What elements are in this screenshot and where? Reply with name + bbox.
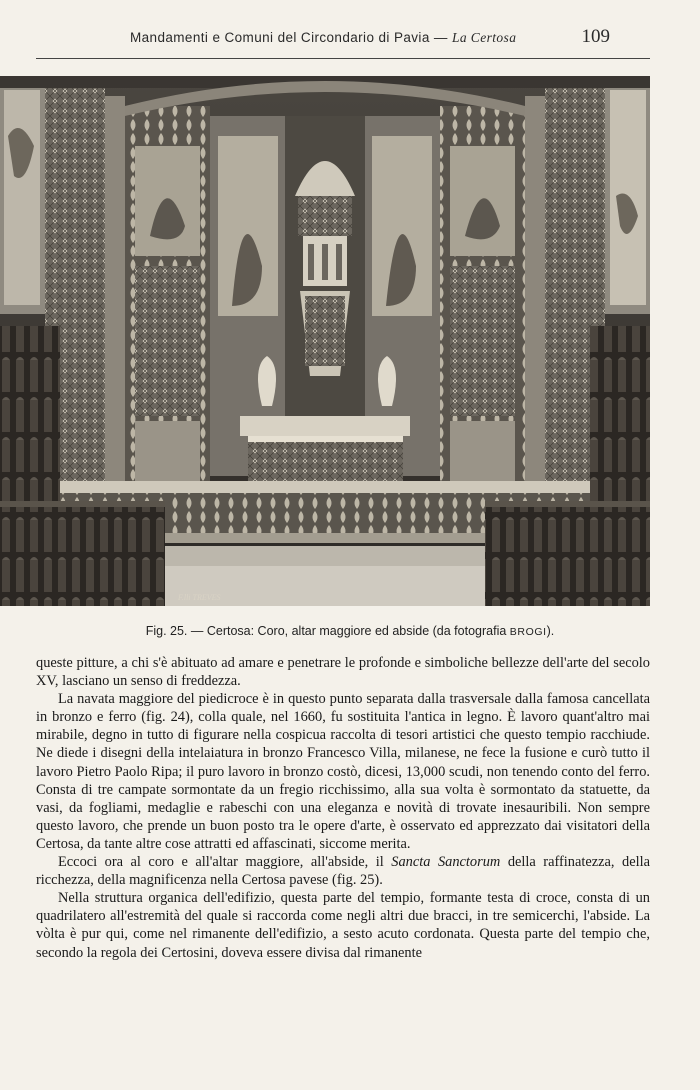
running-title — [130, 30, 516, 46]
page-number: 109 — [581, 26, 610, 47]
paragraph-1: queste pitture, a chi s'è abituato ad amare e penetrare le profonde e simboliche bellezze dell'arte del secolo XV, lasciano un senso di freddezza. — [36, 655, 650, 690]
figure-choir-altar — [0, 76, 650, 606]
running-title-italic: La Certosa — [451, 30, 517, 45]
paragraph-3-after: della raffinatezza, della ricchezza, della magnificenza nella Certosa pavese (fig. 25). — [36, 854, 650, 889]
caption-suffix: ). — [546, 624, 555, 638]
paragraph-4: Nella struttura organica dell'edifizio, questa parte del tempio, formante testa di croce, consta di un quadrilatero all'estremità del quale si raccorda come negli altri due bracci, in tre semicerchi, l'abside. La vòlta è pur qui, come nel rimanente dell'edifizio, a sesto acuto cordonata. Questa parte del tempio che, secondo la regola dei Certosini, doveva essere divisa dal rimanente — [36, 890, 650, 961]
body-text — [36, 654, 650, 962]
header-rule — [36, 58, 650, 59]
figure-caption — [0, 624, 700, 638]
caption-credit: BROGI — [509, 626, 547, 638]
paragraph-3-before: Eccoci ora al coro e all'altar maggiore, all'abside, il — [58, 854, 384, 871]
page-header — [0, 28, 700, 52]
engraver-signature: F.lli TREVES — [178, 593, 221, 602]
paragraph-3-italic: Sancta Sanctorum — [391, 854, 501, 871]
paragraph-2: La navata maggiore del piedicroce è in questo punto separata dalla trasversale dalla famosa cancellata in bronzo e ferro (fig. 24), colla quale, nel 1660, fu sostituita l'antica in legno. È lavoro quant'altro mai mirabile, degno in tutto di figurare nella cospicua raccolta di tesori artistici che questo tempio racchiude. Ne diede i disegni della intelaiatura in bronzo Francesco Villa, milanese, ne fece la fusione e curò tutto il lavoro Pietro Paolo Ripa; il puro lavoro in bronzo costò, dicesi, 13,000 scudi, non tenendo conto del ferro. Consta di tre campate sormontate da un fregio ricchissimo, alla sua volta è sormontato da statuette, da vasi, da fogliami, medaglie e rabeschi con una eleganza e novità di trovate inesauribili. Non sempre questo lavoro, che prende un buon posto tra le opere d'arte, è osservato ed apprezzato dai visitatori della Certosa, da tante altre cose attratti ed affascinati, siccome merita. — [36, 691, 650, 852]
engraving-illustration — [0, 76, 650, 606]
running-title-main: Mandamenti e Comuni del Circondario di Pavia — — [130, 30, 448, 45]
caption-text: Fig. 25. — Certosa: Coro, altar maggiore ed abside (da fotografia — [145, 624, 507, 638]
paragraph-3 — [36, 853, 650, 889]
